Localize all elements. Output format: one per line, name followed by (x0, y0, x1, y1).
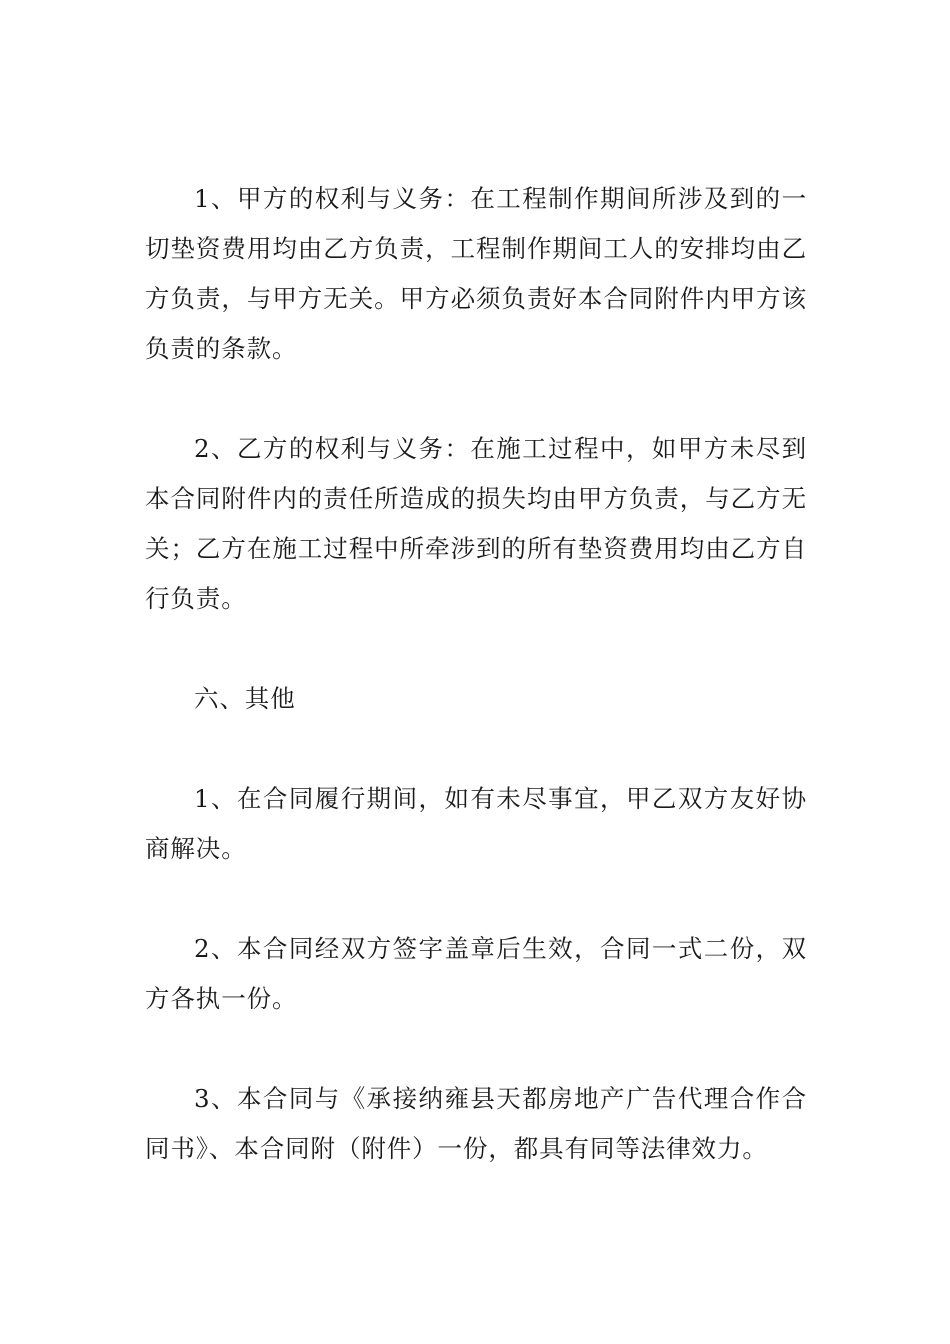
section-heading-other: 六、其他 (194, 684, 296, 713)
document-body (145, 174, 807, 1224)
clause-party-b-rights: 2、乙方的权利与义务：在施工过程中，如甲方未尽到本合同附件内的责任所造成的损失均由甲方负责，与乙方无关；乙方在施工过程中所牵涉到的所有垫资费用均由乙方自行负责。 (145, 434, 807, 613)
clause-legal-validity: 3、本合同与《承接纳雍县天都房地产广告代理合作合同书》、本合同附（附件）一份，都具有同等法律效力。 (145, 1084, 807, 1163)
clause-unresolved-matters: 1、在合同履行期间，如有未尽事宜，甲乙双方友好协商解决。 (145, 784, 807, 863)
clause-party-a-rights: 1、甲方的权利与义务：在工程制作期间所涉及到的一切垫资费用均由乙方负责，工程制作期间工人的安排均由乙方负责，与甲方无关。甲方必须负责好本合同附件内甲方该负责的条款。 (145, 184, 807, 363)
clause-effectiveness: 2、本合同经双方签字盖章后生效，合同一式二份，双方各执一份。 (145, 934, 807, 1013)
